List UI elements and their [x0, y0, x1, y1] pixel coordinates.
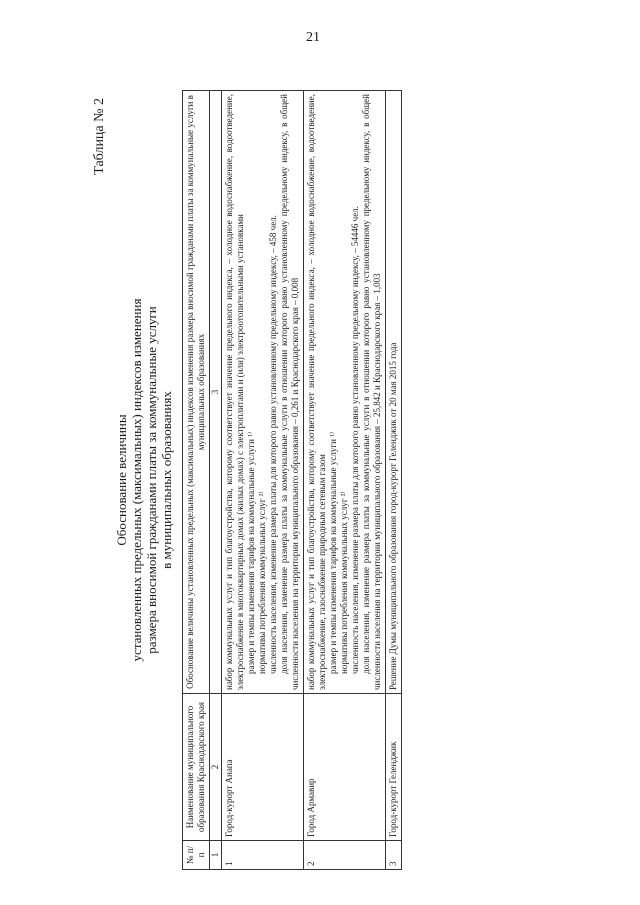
justification-line: набор коммунальных услуг и тип благоустройства, которому соответствует значение предельного индекса, – холодное водоснабжение, водоотведение, электроснабжение в многоквартирных домах (жилых домах) с электроплитами и (или) электроотопительными установками [224, 94, 245, 690]
column-index: 3 [210, 91, 222, 694]
justification-line: численность населения, изменение размера платы для которого равно установленному предельному индексу, – 54446 чел. [350, 206, 360, 674]
document-heading [114, 80, 174, 880]
column-header-number: № п/п [183, 841, 210, 870]
column-index: 1 [210, 841, 222, 870]
row-number: 1 [222, 841, 304, 870]
column-header-municipality: Наименование муниципального образования Краснодарского края [183, 694, 210, 841]
table-row [222, 91, 304, 870]
justification-line: размер и темпы изменения тарифов на коммунальные услуги ¹⁾ [246, 431, 256, 674]
heading-line: установленных предельных (максимальных) индексов изменения [129, 298, 144, 662]
row-number: 3 [386, 841, 402, 870]
rotated-page-content [92, 80, 600, 880]
justification-table [182, 90, 402, 870]
heading-line: Обоснование величины [114, 414, 129, 546]
heading-line: в муниципальных образованиях [159, 391, 174, 569]
column-header-justification: Обоснование величины установленных предельных (максимальных) индексов изменения размера вносимой гражданами платы за коммунальные услуги в муниципальных образованиях [183, 91, 210, 694]
municipality-name: Город Армавир [304, 694, 386, 841]
justification-line: нормативы потребления коммунальных услуг ²⁾ [257, 491, 267, 674]
justification-cell [304, 91, 386, 694]
table-row [304, 91, 386, 870]
justification-line: нормативы потребления коммунальных услуг ²⁾ [339, 491, 349, 674]
justification-line: численность населения, изменение размера платы для которого равно установленному предельному индексу, – 458 чел. [268, 215, 278, 674]
justification-line: доля населения, изменение размера платы за коммунальные услуги в отношении которого равно установленному предельному индексу, в общей численности населения на территории муниципального образования – 25,842 и Краснодарского края – 1,003 [361, 94, 382, 690]
justification-cell [222, 91, 304, 694]
justification-line: набор коммунальных услуг и тип благоустройства, которому соответствует значение предельного индекса, – холодное водоснабжение, водоотведение, электроснабжение, газоснабжение природным сетевым газом [306, 94, 327, 690]
justification-cell [386, 91, 402, 694]
column-index: 2 [210, 694, 222, 841]
justification-line: доля населения, изменение размера платы за коммунальные услуги в отношении которого равно установленному предельному индексу, в общей численности населения на территории муниципального образования – 0,261 и Краснодарского края – 0,008 [279, 94, 300, 690]
page-number: 21 [306, 30, 320, 45]
heading-line: размера вносимой гражданами платы за коммунальные услуги [144, 306, 159, 654]
justification-line: размер и темпы изменения тарифов на коммунальные услуги ¹⁾ [328, 431, 338, 674]
justification-line: Решение Думы муниципального образования город-курорт Геленджик от 20 мая 2015 года [388, 342, 398, 690]
row-number: 2 [304, 841, 386, 870]
municipality-name: Город-курорт Анапа [222, 694, 304, 841]
table-label: Таблица № 2 [92, 98, 107, 175]
table-row [386, 91, 402, 870]
municipality-name: Город-курорт Геленджик [386, 694, 402, 841]
